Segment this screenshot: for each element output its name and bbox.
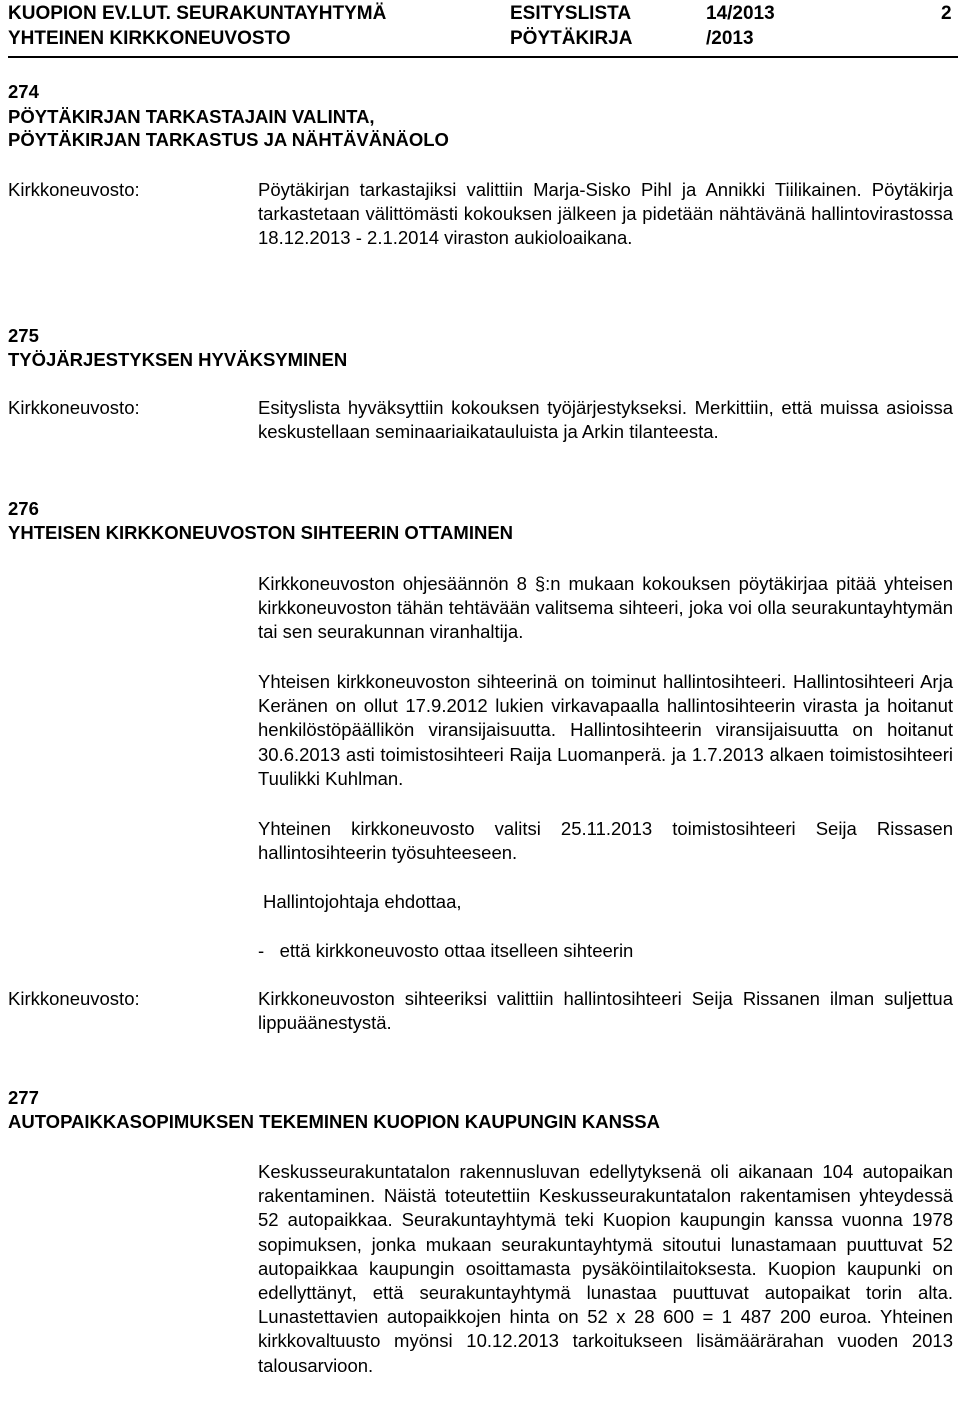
agenda-number: 14/2013: [706, 3, 775, 24]
body-paragraph: Keskusseurakuntatalon rakennusluvan edellytyksenä oli aikanaan 104 autopaikan rakentaminen. Näistä toteutettiin Keskusseurakuntatalon rakentamisen yhteydessä 52 autopaikkaa. Seurakuntayhtymä teki Kuopion kaupungin kanssa vuonna 1978 sopimuksen, jonka mukaan seurakuntayhtymä sitoutui lunastamaan puuttuvat 52 autopaikkaa kaupungin osoittamasta pysäköintilaitoksesta. Kuopion kaupunki on edellyttänyt, että seurakuntayhtymä lunastaa puuttuvat autopaikat torin alta. Lunastettavien autopaikkojen hinta on 52 x 28 600 = 1 487 200 euroa. Yhteinen kirkkovaltuusto myönsi 10.12.2013 tarkoitukseen lisämäärärahan vuoden 2013 talousarvioon.: [258, 1161, 953, 1376]
decision-label: Kirkkoneuvosto:: [8, 988, 140, 1009]
org-name: KUOPION EV.LUT. SEURAKUNTAYHTYMÄ: [8, 3, 387, 24]
section-title-line: PÖYTÄKIRJAN TARKASTAJAIN VALINTA,: [8, 106, 375, 127]
section-number: 275: [8, 325, 39, 346]
minutes-number: /2013: [706, 28, 754, 49]
body-paragraph: Kirkkoneuvoston ohjesäännön 8 §:n mukaan kokouksen pöytäkirjaa pitää yhteisen kirkkoneuvoston tähän tehtävään valitsema sihteeri, joka voi olla seurakuntayhtymän tai sen seurakunnan viranhaltija.: [258, 573, 953, 643]
page-number: 2: [941, 3, 952, 24]
section-number: 276: [8, 498, 39, 519]
decision-label: Kirkkoneuvosto:: [8, 397, 140, 418]
header-divider: [8, 56, 958, 58]
doc-type-agenda: ESITYSLISTA: [510, 3, 632, 24]
body-paragraph: Yhteinen kirkkoneuvosto valitsi 25.11.2013 toimistosihteeri Seija Rissasen hallintosihteerin työsuhteeseen.: [258, 818, 953, 864]
proposal-item: - että kirkkoneuvosto ottaa itselleen sihteerin: [258, 940, 634, 961]
section-title-line: PÖYTÄKIRJAN TARKASTUS JA NÄHTÄVÄNÄOLO: [8, 129, 449, 150]
section-number: 277: [8, 1087, 39, 1108]
doc-type-minutes: PÖYTÄKIRJA: [510, 28, 633, 49]
section-title-line: AUTOPAIKKASOPIMUKSEN TEKEMINEN KUOPION KAUPUNGIN KANSSA: [8, 1111, 660, 1132]
board-name: YHTEINEN KIRKKONEUVOSTO: [8, 28, 291, 49]
decision-label: Kirkkoneuvosto:: [8, 179, 140, 200]
decision-text: Esityslista hyväksyttiin kokouksen työjärjestykseksi. Merkittiin, että muissa asioissa keskustellaan seminaariaikatauluista ja Arkin tilanteesta.: [258, 397, 953, 443]
section-number: 274: [8, 81, 39, 102]
document-header: [0, 0, 960, 52]
decision-text: Kirkkoneuvoston sihteeriksi valittiin hallintosihteeri Seija Rissanen ilman suljettua lippuäänestystä.: [258, 988, 953, 1034]
proposal-intro: Hallintojohtaja ehdottaa,: [263, 891, 462, 912]
section-title-line: TYÖJÄRJESTYKSEN HYVÄKSYMINEN: [8, 349, 348, 370]
body-paragraph: Yhteisen kirkkoneuvoston sihteerinä on toiminut hallintosihteeri. Hallintosihteeri Arja Keränen on ollut 17.9.2012 lukien virkavapaalla hallintosihteerin virasta ja hoitanut henkilöstöpäällikön viransijaisuutta. Hallintosihteerin viransijaisuutta on hoitanut 30.6.2013 asti toimistosihteeri Raija Luomanperä. ja 1.7.2013 alkaen toimistosihteeri Tuulikki Kuhlman.: [258, 671, 953, 789]
decision-text: Pöytäkirjan tarkastajiksi valittiin Marja-Sisko Pihl ja Annikki Tiilikainen. Pöytäkirja tarkastetaan välittömästi kokouksen jälkeen ja pidetään nähtävänä hallintovirastossa 18.12.2013 - 2.1.2014 viraston aukioloaikana.: [258, 179, 953, 249]
section-title-line: YHTEISEN KIRKKONEUVOSTON SIHTEERIN OTTAMINEN: [8, 522, 514, 543]
